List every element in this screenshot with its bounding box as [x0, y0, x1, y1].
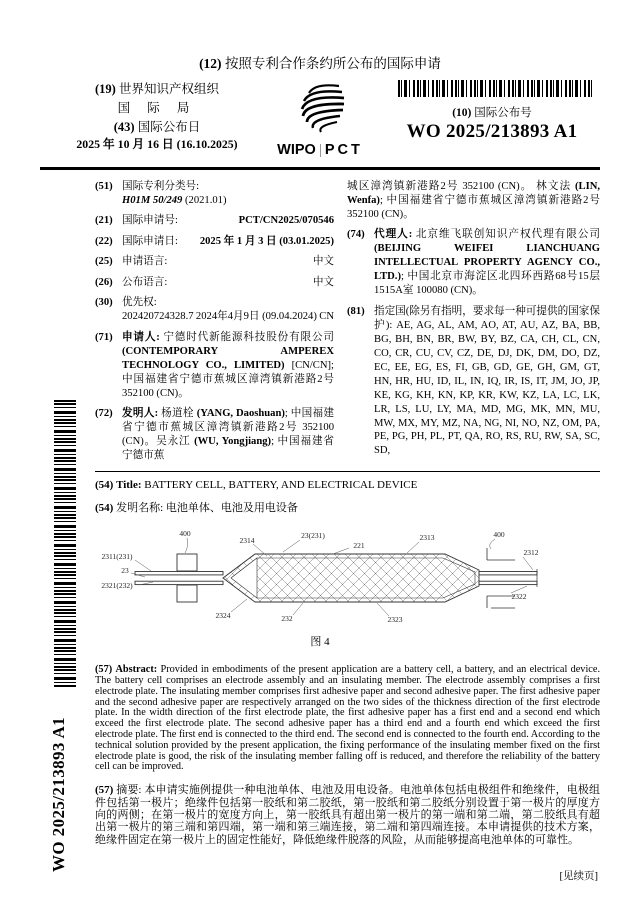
vertical-barcode	[54, 400, 76, 688]
filing-language-label: 申请语言:	[122, 256, 168, 268]
filing-date: 2025 年 1 月 3 日 (03.01.2025)	[199, 235, 334, 247]
battery-cell-drawing	[95, 524, 545, 628]
field-25: (25) 申请语言: 中文	[95, 256, 334, 268]
abstract-chinese-text: 本申请实施例提供一种电池单体、电池及用电设备。电池单体包括电极组件和绝缘件，电极组件包括第一极片；绝缘件包括第一胶纸和第二胶纸，第一胶纸和第二胶纸分别设置于第一极片的厚度方向的两侧；在第一极片的宽度方向上，第一胶纸具有超出第一极片的第一端和第二端，第二胶纸具有超出第一极片的第三端和第四端，第一端和第三端连接，第二端和第四端连接。本申请提供的技术方案，绝缘件固定在第一极片上的固定性能好，降低绝缘件脱落的风险，从而能够提高电池单体的可靠性。	[95, 784, 601, 846]
fig-label-2324: 2324	[215, 611, 231, 621]
fig-label-2314: 2314	[239, 536, 255, 546]
field-72-continuation: 城区漳湾镇新港路2号 352100 (CN)。 林文法 (LIN, Wenfa); 中国福建省宁德市蕉城区漳湾镇新港路2号 352100 (CN)。	[347, 181, 600, 220]
field-81: (81) 指定国(除另有指明，要求每一种可提供的国家保护): AE, AG, AL, AM, AO, AT, AU, AZ, BA, BB, BG, BH, BN, BR, BW, BY, BZ, CA, CH, CL, CN, CO, CR, CU, CV, CZ, DE, DJ, DK, DM, DO, DZ, EC, EE, EG, ES, FI, GB, GD, GE, GH, GM, GT, HN, HR, HU, ID, IL, IN, IQ, IR, IS, IT, JM, JO, JP, KE, KG, KH, KN, KP, KR, KW, KZ, LA, LC, LK, LR, LS, LU, LY, MA, MD, MG, MK, MN, MU, MW, MX, MY, MZ, NA, NG, NI, NO, NZ, OM, PA, PE, PG, PH, PL, PT, QA, RO, RS, RU, RW, SA, SC, SD,	[347, 305, 601, 457]
pct-wordmark: PCT	[324, 142, 363, 158]
application-number: PCT/CN2025/070546	[238, 215, 334, 227]
left-column	[95, 180, 334, 469]
fig-label-2312: 2312	[523, 548, 539, 558]
field-71: (71) 申请人: 宁德时代新能源科技股份有限公司 (CONTEMPORARY AMPEREX TECHNOLOGY CO., LIMITED) [CN/CN]; 中国福建省宁德市蕉城区漳湾镇新港路2号 352100 (CN)。	[95, 331, 334, 399]
publication-language-label: 公布语言:	[122, 276, 168, 288]
ipc-code: H01M 50/249 (2021.01)	[122, 194, 227, 206]
fig-label-2321-232: 2321(232)	[101, 581, 133, 591]
field-number: (12)	[199, 56, 222, 71]
bureau-line: 国 际 局	[117, 100, 197, 115]
pubnum-label-line: (10) 国际公布号	[452, 107, 532, 119]
priority-country: CN	[319, 311, 334, 323]
publication-number: WO 2025/213893 A1	[406, 121, 578, 142]
header	[58, 80, 600, 158]
figure-4	[0, 524, 640, 649]
sidebar-publication-number: WO 2025/213893 A1	[49, 716, 68, 872]
inventors-paragraph: 发明人: 杨道栓 (YANG, Daoshuan); 中国福建省宁德市蕉城区漳湾镇新港路2号 352100 (CN)。吴永江 (WU, Yongjiang); 中国福建省宁德市蕉	[122, 408, 335, 461]
abstract-chinese: (57) 摘要: 本申请实施例提供一种电池单体、电池及用电设备。电池单体包括电极组件和绝缘件，电极组件包括第一极片；绝缘件包括第一胶纸和第二胶纸，第一胶纸和第二胶纸分别设置于第一极片的厚度方向的两侧；在第一极片的宽度方向上，第一胶纸具有超出第一极片的第一端和第二端，第二胶纸具有超出第一极片的第三端和第四端，第一端和第三端连接，第二端和第四端连接。本申请提供的技术方案，绝缘件固定在第一极片上的固定性能好，降低绝缘件脱落的风险，从而能够提高电池单体的可靠性。	[95, 784, 601, 846]
field-30: (30) 优先权: 202420724328.7 2024年4月9日 (09.04.2024) CN	[95, 297, 334, 323]
ipc-label: 国际专利分类号:	[122, 181, 200, 192]
title-english: (54) Title: BATTERY CELL, BATTERY, AND ELECTRICAL DEVICE	[95, 479, 418, 492]
field-21: (21) 国际申请号: PCT/CN2025/070546	[95, 215, 334, 227]
fig-label-23-231: 23(231)	[301, 531, 325, 541]
bibliographic-section	[95, 180, 600, 469]
wipo-logo-block	[256, 80, 384, 158]
horizontal-barcode	[398, 80, 594, 97]
continuation-note: [见续页]	[559, 871, 598, 882]
fig-label-23: 23	[121, 566, 129, 576]
priority-label: 优先权:	[122, 297, 157, 309]
agent-paragraph: 代理人: 北京维飞联创知识产权代理有限公司 (BEIJING WEIFEI LIANCHUANG INTELLECTUAL PROPERTY AGENCY CO., LTD.); 中国北京市海淀区北四环西路68号15层1515A室 100080 (CN)。	[374, 229, 600, 297]
field-51: (51) 国际专利分类号: H01M 50/249 (2021.01)	[95, 180, 334, 208]
fig-label-221: 221	[353, 541, 365, 551]
publication-date: 2025 年 10 月 16 日 (16.10.2025)	[76, 137, 238, 152]
fig-label-232: 232	[281, 614, 293, 624]
pct-publication-text: 按照专利合作条约所公布的国际申请	[224, 56, 441, 71]
publication-language: 中文	[312, 276, 334, 288]
org-line: (19) 世界知识产权组织	[95, 82, 219, 96]
fig-label-400-right: 400	[493, 530, 505, 540]
abstract-english: (57) Abstract: Provided in embodiments of the present application are a battery cell, a battery, and an electrical device. The battery cell comprises an electrode assembly and an insulating member. The electrode assembly comprises a first electrode plate. The insulating member comprises first adhesive paper and second adhesive paper. The first adhesive paper and the second adhesive paper are respectively arranged on the two sides of the thickness direction of the first electrode plate. In the width direction of the first electrode plate, the first adhesive paper has a first end and a second end which exceed the first electrode plate. The second adhesive paper has a third end and a fourth end which exceed the first electrode plate. The first end is connected to the third end. The second end is connected to the fourth end. According to the technical solution provided by the present application, the fixing performance of the insulating member fixed on the first electrode plate is good, the risk of the insulating member falling off is reduced, and therefore the reliability of the battery cell can be improved.	[95, 664, 601, 773]
pct-publication-line	[40, 52, 600, 72]
applicant-paragraph: 申请人: 宁德时代新能源科技股份有限公司 (CONTEMPORARY AMPEREX TECHNOLOGY CO., LIMITED) [CN/CN]; 中国福建省宁德市蕉城区漳湾镇新港路2号 352100 (CN)。	[122, 331, 334, 399]
fig-label-400-left: 400	[179, 529, 191, 539]
filing-language: 中文	[312, 256, 334, 268]
field-72: (72) 发明人: 杨道栓 (YANG, Daoshuan); 中国福建省宁德市蕉城区漳湾镇新港路2号 352100 (CN)。吴永江 (WU, Yongjiang); 中国福建省宁德市蕉	[95, 408, 335, 461]
right-column	[347, 180, 600, 469]
issuing-office-block	[58, 80, 256, 154]
title-section	[95, 478, 600, 516]
designated-states-codes: AE, AG, AL, AM, AO, AT, AU, AZ, BA, BB, BG, BH, BN, BR, BW, BY, BZ, CA, CH, CL, CN, CO, CR, CU, CV, CZ, DE, DJ, DK, DM, DO, DZ, EC, EE, EG, ES, FI, GB, GD, GE, GH, GM, GT, HN, HR, HU, ID, IL, IN, IQ, IR, IS, IT, JM, JO, JP, KE, KG, KH, KN, KP, KR, KW, KZ, LA, LC, LK, LR, LS, LU, LY, MA, MD, MG, MK, MN, MU, MW, MX, MY, MZ, NA, NG, NI, NO, NZ, OM, PA, PE, PG, PH, PL, PT, QA, RO, RS, RU, RW, SA, SC, SD,	[374, 319, 601, 457]
publication-number-block	[384, 80, 600, 143]
field-22: (22) 国际申请日: 2025 年 1 月 3 日 (03.01.2025)	[95, 235, 334, 247]
filing-date-label: 国际申请日:	[122, 235, 178, 247]
title-chinese: (54) 发明名称: 电池单体、电池及用电设备	[95, 501, 298, 514]
fig-label-2322: 2322	[511, 592, 527, 602]
wipo-wordmark: WIPO	[277, 142, 316, 158]
fig-label-2311-231: 2311(231)	[101, 552, 133, 562]
wipo-pct-wordmark	[277, 142, 363, 158]
title-rule	[95, 471, 600, 472]
priority-date: 2024年4月9日 (09.04.2024)	[195, 311, 317, 323]
application-number-label: 国际申请号:	[122, 215, 178, 227]
fig-label-2313: 2313	[419, 533, 435, 543]
logo-divider	[320, 144, 321, 157]
priority-row	[122, 310, 334, 324]
pubdate-label-line: (43) 国际公布日	[113, 119, 201, 134]
abstract-english-text: Provided in embodiments of the present application are a battery cell, a battery, and an electrical device. The battery cell comprises an electrode assembly and an insulating member. The electrode assembly comprises a first electrode plate. The insulating member comprises first adhesive paper and second adhesive paper. The first adhesive paper and the second adhesive paper are respectively arranged on the two sides of the thickness direction of the first electrode plate. In the width direction of the first electrode plate, the first adhesive paper has a first end and a second end which exceed the first electrode plate. The second adhesive paper has a third end and a fourth end which exceed the first electrode plate. The first end is connected to the third end. The second end is connected to the fourth end. According to the technical solution provided by the present application, the fixing performance of the insulating member fixed on the first electrode plate is good, the risk of the insulating member falling off is reduced, and therefore the reliability of the battery cell can be improved.	[95, 664, 601, 773]
header-rule	[40, 167, 600, 170]
field-26: (26) 公布语言: 中文	[95, 276, 334, 288]
field-74: (74) 代理人: 北京维飞联创知识产权代理有限公司 (BEIJING WEIFEI LIANCHUANG INTELLECTUAL PROPERTY AGENCY CO., LTD.); 中国北京市海淀区北四环西路68号15层1515A室 100080 (CN)。	[347, 229, 600, 297]
priority-number: 202420724328.7	[122, 311, 194, 323]
fig-label-2323: 2323	[387, 615, 403, 625]
wipo-globe-icon	[277, 82, 363, 140]
designated-states-paragraph: 指定国(除另有指明，要求每一种可提供的国家保护): AE, AG, AL, AM, AO, AT, AU, AZ, BA, BB, BG, BH, BN, BR, BW, BY, BZ, CA, CH, CL, CN, CO, CR, CU, CV, CZ, DE, DJ, DK, DM, DO, DZ, EC, EE, EG, ES, FI, GB, GD, GE, GH, GM, GT, HN, HR, HU, ID, IL, IN, IQ, IR, IS, IT, JM, JO, JP, KE, KG, KH, KN, KP, KR, KW, KZ, LA, LC, LK, LR, LS, LU, LY, MA, MD, MG, MK, MN, MU, MW, MX, MY, MZ, NA, NG, NI, NO, NZ, OM, PA, PE, PG, PH, PL, PT, QA, RO, RS, RU, RW, SA, SC, SD,	[374, 305, 601, 457]
figure-caption: 图 4	[310, 636, 330, 649]
